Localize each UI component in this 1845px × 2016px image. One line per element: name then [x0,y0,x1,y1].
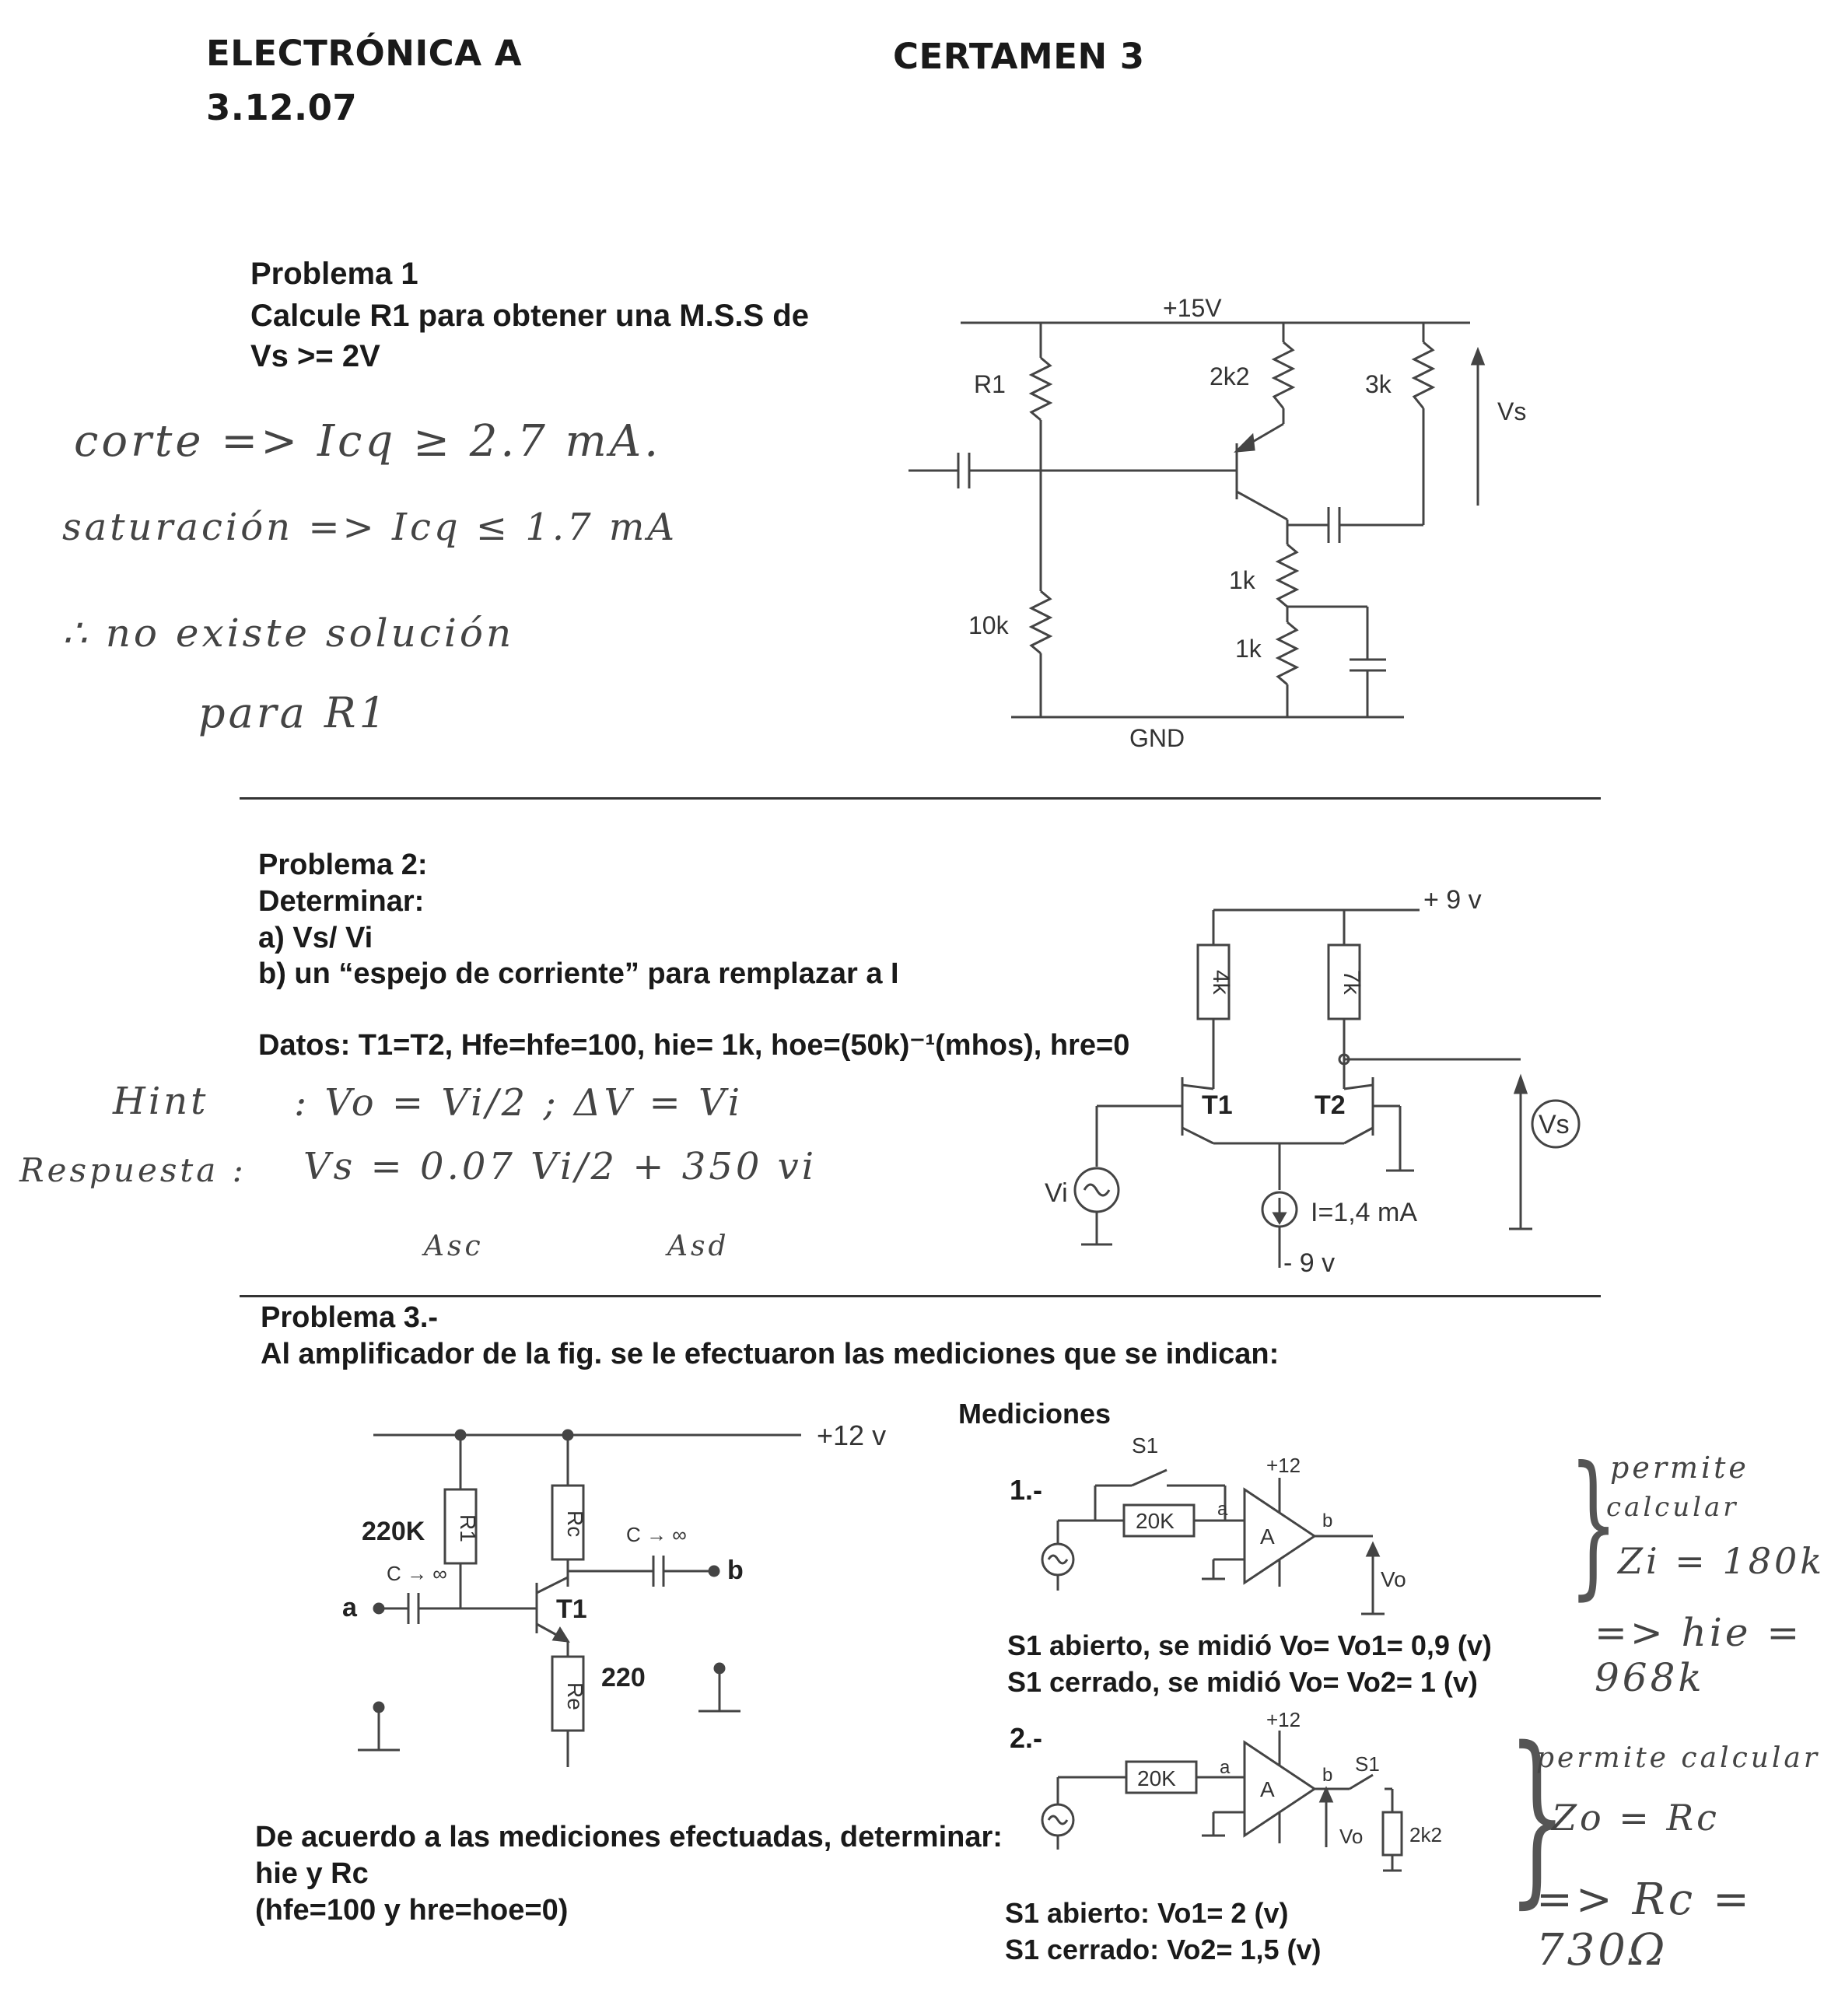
load-label: 2k2 [1409,1823,1442,1846]
measurement1-result-closed: S1 cerrado, se midió Vo= Vo2= 1 (v) [1007,1666,1478,1698]
r1-value-label: 220K [362,1517,425,1546]
problem3-params: (hfe=100 y hre=hoe=0) [255,1894,569,1927]
supply-label: +12 v [817,1419,887,1451]
amp-label: A [1260,1777,1275,1801]
problem1-statement-line2: Vs >= 2V [250,339,380,373]
handwritten-note-rc: => Rc = 730Ω [1536,1874,1752,1976]
exam-title: CERTAMEN 3 [893,36,1145,77]
measurement1-circuit [1027,1431,1431,1594]
rl-label: 3k [1365,370,1392,398]
problem3-determine: De acuerdo a las mediciones efectuadas, determinar: [255,1821,1003,1853]
re1-label: 1k [1229,566,1255,594]
handwritten-note-para-r1: para R1 [198,688,389,737]
problem3-unknowns: hie y Rc [255,1857,369,1890]
handwritten-hint-label: Hint [113,1080,209,1123]
measurement1-number: 1.- [1010,1474,1043,1506]
r1-label: R1 [974,370,1006,398]
s1-label: S1 [1132,1433,1159,1458]
course-title: ELECTRÓNICA A [206,33,523,74]
measurement2-result-closed: S1 cerrado: Vo2= 1,5 (v) [1005,1934,1322,1965]
node-a-label: a [1220,1757,1231,1778]
r-bottom-label: 10k [968,611,1009,639]
problem3-intro: Al amplificador de la fig. se le efectuaron las mediciones que se indican: [261,1338,1280,1370]
supply-label: + 9 v [1423,885,1482,915]
current-label: I=1,4 mA [1311,1198,1418,1227]
handwritten-note-saturacion: saturación => Icq ≤ 1.7 mA [62,506,678,549]
handwritten-note-zi: Zi = 180k [1618,1540,1826,1582]
handwritten-note-hie: => hie = 968k [1595,1610,1803,1700]
problem2-item-b: b) un “espejo de corriente” para remplazar a I [258,957,899,990]
vo-label: Vo [1339,1825,1364,1848]
resistor-label: 20K [1137,1766,1176,1790]
t1-label: T1 [556,1594,587,1624]
r4k-label: 4k [1208,970,1234,995]
rc-label: 2k2 [1210,362,1250,390]
vs-label: Vs [1497,397,1527,425]
handwritten-note-corte: corte => Icq ≥ 2.7 mA. [74,416,661,467]
separator-2 [240,1295,1601,1297]
measurement1-result-open: S1 abierto, se midió Vo= Vo1= 0,9 (v) [1007,1629,1492,1661]
handwritten-note-calcular-1: calcular [1606,1492,1739,1523]
problem3-title: Problema 3.- [261,1301,439,1334]
t2-label: T2 [1315,1090,1346,1120]
problem1-circuit [894,280,1527,762]
re-value-label: 220 [601,1663,646,1692]
vs-label: Vs [1539,1110,1570,1139]
problem3-circuit [342,1408,918,1773]
handwritten-note-permite-1: permite [1610,1451,1749,1485]
measurement2-number: 2.- [1010,1722,1043,1754]
measurement2-result-open: S1 abierto: Vo1= 2 (v) [1005,1897,1289,1929]
handwritten-hint: : Vo = Vi/2 ; ΔV = Vi [294,1081,744,1125]
problem1-title: Problema 1 [250,257,418,291]
rc-label: Rc [563,1510,587,1538]
vo-label: Vo [1381,1567,1406,1591]
r1-label: R1 [456,1514,480,1542]
handwritten-note-no-solution: ∴ no existe solución [62,611,515,656]
t1-label: T1 [1202,1090,1233,1120]
handwritten-asd: Asd [667,1230,730,1262]
node-a-label: a [342,1593,357,1622]
right-brace-2: } [1507,1707,1567,1925]
output-cap-label: C → ∞ [626,1523,687,1546]
resistor-label: 20K [1136,1509,1175,1533]
s1-label: S1 [1355,1752,1380,1776]
node-b-label: b [727,1556,744,1585]
node-b-label: b [1322,1765,1333,1786]
problem2-subtitle: Determinar: [258,885,425,918]
amp-label: A [1260,1524,1275,1549]
problem2-circuit [1035,871,1579,1291]
supply-label: +15V [1163,294,1222,322]
handwritten-note-zo: Zo = Rc [1552,1797,1720,1839]
input-cap-label: C → ∞ [387,1562,447,1585]
node-a-label: a [1217,1499,1228,1520]
gnd-label: GND [1129,724,1185,752]
re-label: Re [563,1682,587,1710]
supply-label: +12 [1266,1454,1301,1477]
measurement2-circuit [1027,1703,1462,1874]
vi-label: Vi [1045,1178,1068,1208]
separator-1 [240,797,1601,800]
re2-label: 1k [1235,635,1262,663]
handwritten-answer: Vs = 0.07 Vi/2 + 350 vi [303,1145,817,1188]
problem1-statement-line1: Calcule R1 para obtener una M.S.S de [250,299,809,333]
handwritten-answer-label: Respuesta : [19,1151,247,1189]
supply-label: +12 [1266,1708,1301,1731]
handwritten-note-permite-2: permite calcular [1536,1742,1821,1774]
neg-supply-label: - 9 v [1283,1248,1336,1278]
problem2-datos: Datos: T1=T2, Hfe=hfe=100, hie= 1k, hoe=(50k)⁻¹(mhos), hre=0 [258,1029,1130,1062]
node-b-label: b [1322,1510,1333,1531]
mediciones-title: Mediciones [958,1398,1112,1430]
exam-date: 3.12.07 [206,87,358,128]
r7k-label: 7k [1339,970,1364,995]
handwritten-asc: Asc [424,1230,484,1262]
problem2-title: Problema 2: [258,849,428,881]
right-brace-1: } [1568,1433,1619,1615]
problem2-item-a: a) Vs/ Vi [258,922,373,954]
